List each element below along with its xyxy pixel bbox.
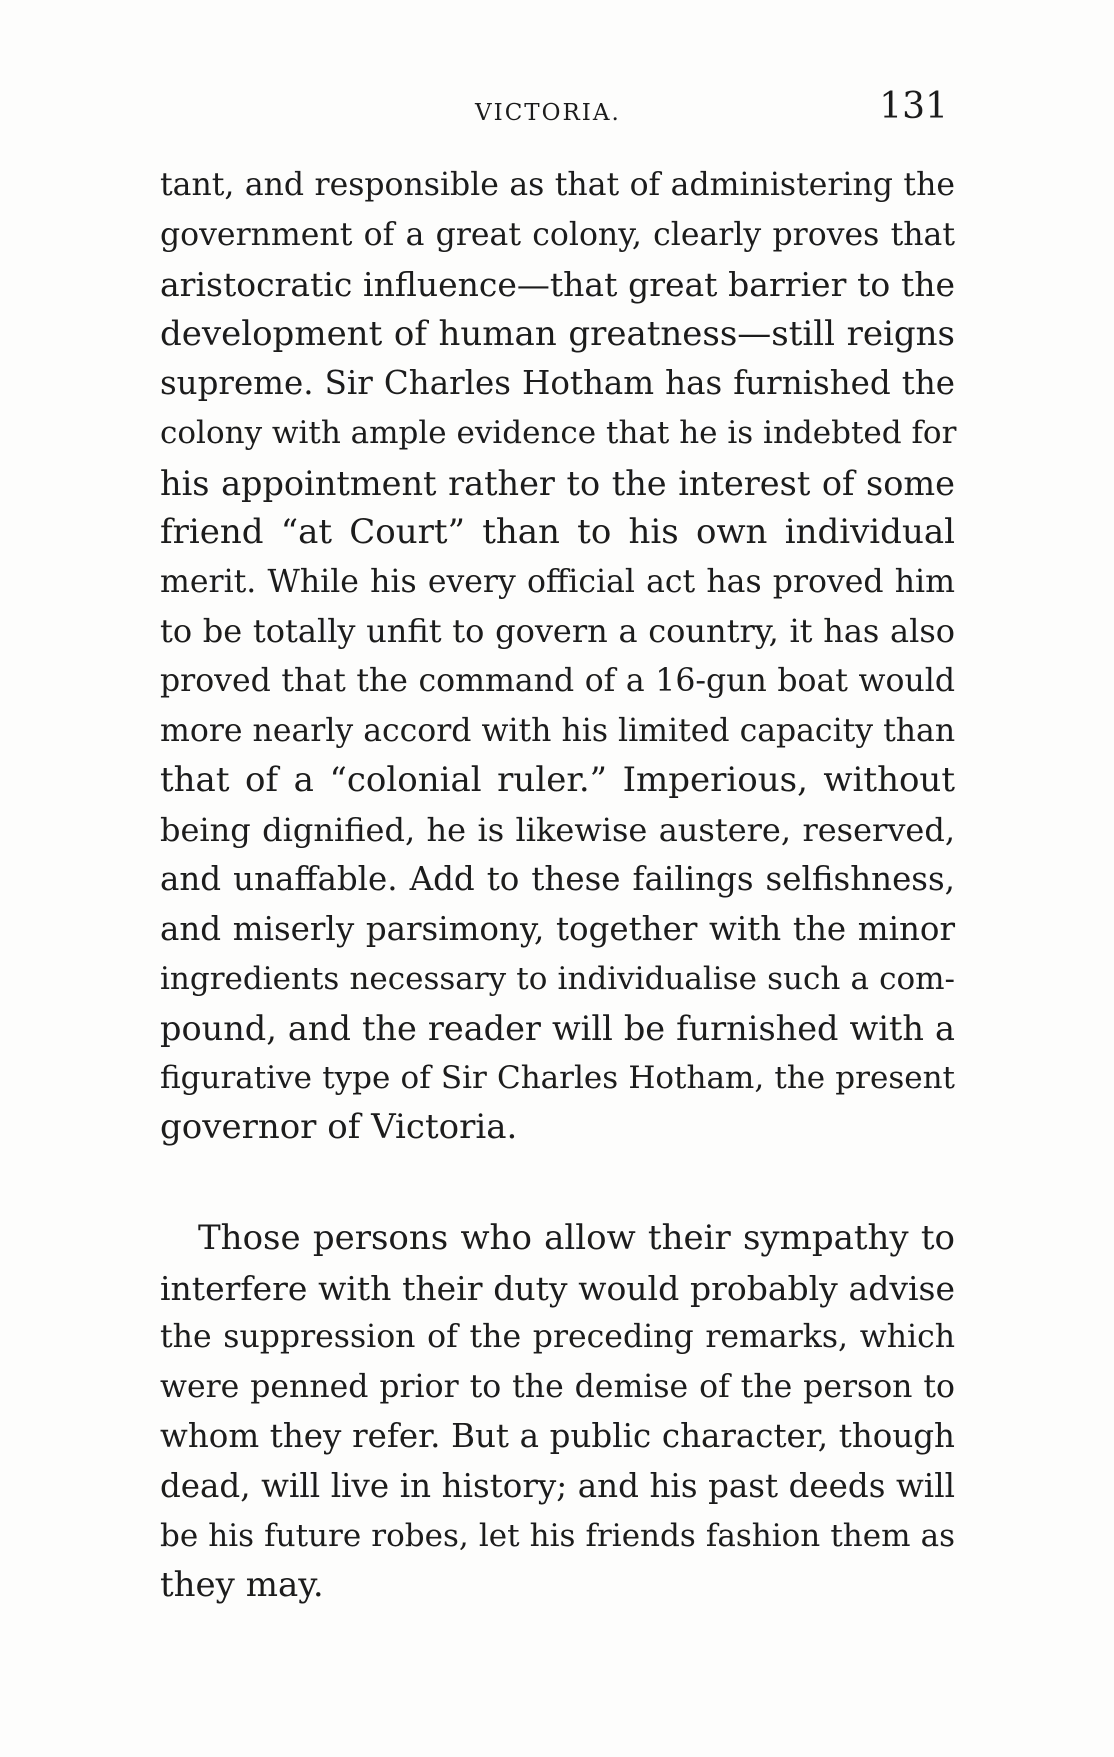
text-line: Those persons who allow their sympathy to	[198, 1218, 955, 1258]
text-line: being dignified, he is likewise austere, reserved,	[160, 810, 955, 849]
text-line: more nearly accord with his limited capacity than	[160, 712, 956, 749]
text-line: proved that the command of a 16-gun boat would	[160, 662, 955, 699]
text-line: whom they refer. But a public character, though	[160, 1417, 955, 1456]
text-line: colony with ample evidence that he is indebted for	[160, 414, 957, 451]
text-line: his appointment rather to the interest of some	[160, 463, 955, 503]
text-line: development of human greatness—still reigns	[160, 313, 955, 354]
running-head	[160, 86, 950, 136]
text-line: the suppression of the preceding remarks, which	[160, 1319, 955, 1356]
text-line: supreme. Sir Charles Hotham has furnished the	[160, 364, 955, 403]
text-line: were penned prior to the demise of the person to	[160, 1368, 955, 1405]
text-line: be his future robes, let his friends fashion them as	[160, 1517, 955, 1554]
text-line: they may.	[160, 1565, 324, 1606]
text-line: government of a great colony, clearly proves that	[160, 216, 955, 253]
paragraph-2	[160, 1214, 955, 1611]
text-line: and miserly parsimony, together with the minor	[160, 909, 955, 948]
text-line: to be totally unfit to govern a country, it has also	[160, 612, 955, 651]
text-line: friend “at Court” than to his own individual	[160, 512, 955, 553]
text-line: aristocratic influence—that great barrier to the	[160, 265, 955, 305]
text-line: dead, will live in history; and his past deeds will	[160, 1466, 955, 1505]
text-line: that of a “colonial ruler.” Imperious, without	[160, 760, 955, 801]
paragraph-1	[160, 161, 955, 1153]
text-line: and unaffable. Add to these failings selfishness,	[160, 860, 955, 899]
text-line: ingredients necessary to individualise such a com-	[160, 960, 955, 997]
text-line: pound, and the reader will be furnished with a	[160, 1009, 955, 1049]
text-line: governor of Victoria.	[160, 1107, 518, 1148]
text-line: merit. While his every official act has proved him	[160, 563, 955, 600]
running-title: VICTORIA.	[475, 100, 621, 126]
text-line: interfere with their duty would probably advise	[160, 1268, 955, 1308]
text-line: tant, and responsible as that of administering the	[160, 167, 955, 203]
page-number: 131	[879, 86, 948, 127]
text-line: figurative type of Sir Charles Hotham, the present	[160, 1059, 955, 1096]
